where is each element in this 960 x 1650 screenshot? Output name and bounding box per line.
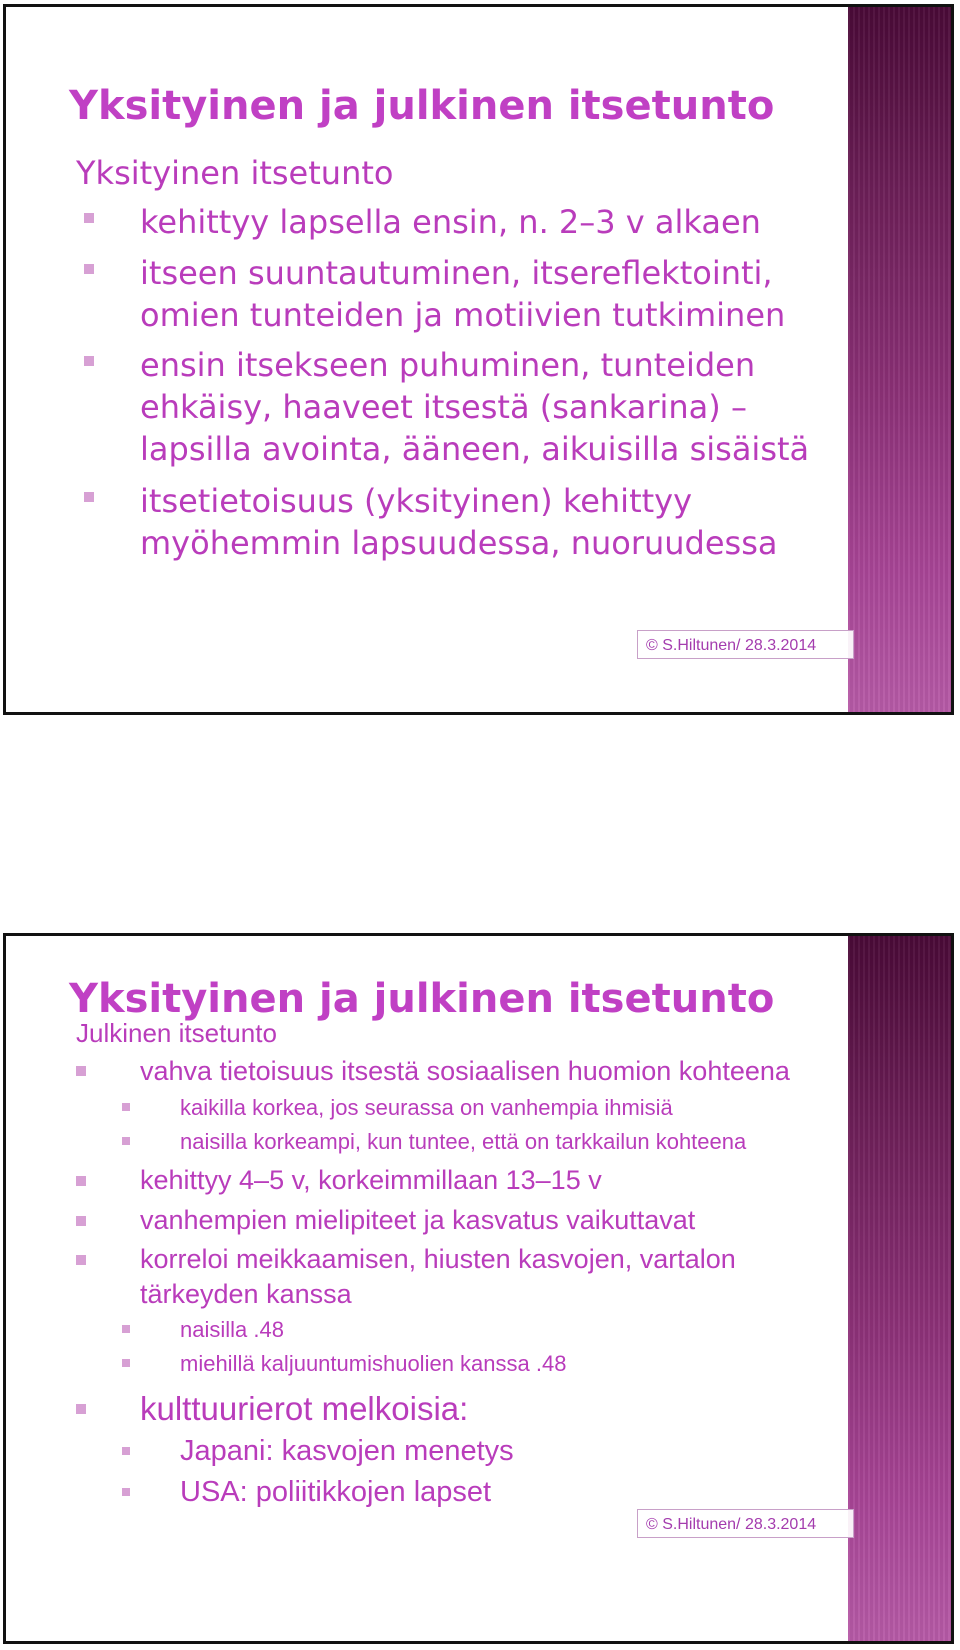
slide-subtitle: Yksityinen itsetunto (76, 154, 394, 192)
bullet-text: ehkäisy, haaveet itsestä (sankarina) – (140, 388, 747, 426)
bullet-text: korreloi meikkaamisen, hiusten kasvojen, vartalon (140, 1244, 736, 1274)
bullet-square-icon (76, 1404, 86, 1414)
decorative-side-band (848, 936, 951, 1641)
sub-bullet-text: Japani: kasvojen menetys (180, 1435, 514, 1467)
bullet-text: kehittyy 4–5 v, korkeimmillaan 13–15 v (140, 1165, 602, 1195)
slide-footer: © S.Hiltunen/ 28.3.2014 (637, 1509, 854, 1538)
sub-bullet-square-icon (122, 1137, 130, 1145)
bullet-square-icon (76, 1216, 86, 1226)
sub-bullet-text: miehillä kaljuuntumishuolien kanssa .48 (180, 1351, 567, 1376)
slide-title: Yksityinen ja julkinen itsetunto (69, 976, 775, 1022)
slide-subtitle: Julkinen itsetunto (76, 1018, 277, 1048)
bullet-text: itsetietoisuus (yksityinen) kehittyy (140, 482, 693, 520)
sub-bullet-square-icon (122, 1359, 130, 1367)
sub-bullet-text: naisilla .48 (180, 1317, 284, 1342)
bullet-square-icon (84, 264, 94, 274)
slide-title: Yksityinen ja julkinen itsetunto (69, 83, 775, 129)
slide-footer: © S.Hiltunen/ 28.3.2014 (637, 630, 854, 659)
sub-bullet-text: USA: poliitikkojen lapset (180, 1476, 492, 1508)
bullet-text: myöhemmin lapsuudessa, nuoruudessa (140, 524, 778, 562)
bullet-text: tärkeyden kanssa (140, 1279, 352, 1309)
bullet-square-icon (76, 1255, 86, 1265)
bullet-square-icon (76, 1176, 86, 1186)
bullet-text: vanhempien mielipiteet ja kasvatus vaikuttavat (140, 1205, 696, 1235)
bullet-text: omien tunteiden ja motiivien tutkiminen (140, 296, 786, 334)
bullet-text: ensin itsekseen puhuminen, tunteiden (140, 346, 756, 384)
bullet-square-icon (84, 492, 94, 502)
bullet-text: vahva tietoisuus itsestä sosiaalisen huomion kohteena (140, 1056, 790, 1086)
bullet-text: lapsilla avointa, ääneen, aikuisilla sisäistä (140, 430, 810, 468)
slide-2 (3, 933, 954, 1644)
bullet-text: kulttuurierot melkoisia: (140, 1390, 469, 1427)
sub-bullet-text: kaikilla korkea, jos seurassa on vanhempia ihmisiä (180, 1095, 673, 1120)
sub-bullet-square-icon (122, 1447, 130, 1455)
sub-bullet-square-icon (122, 1488, 130, 1496)
bullet-square-icon (84, 213, 94, 223)
bullet-text: itseen suuntautuminen, itsereflektointi, (140, 254, 773, 292)
sub-bullet-text: naisilla korkeampi, kun tuntee, että on tarkkailun kohteena (180, 1129, 747, 1154)
bullet-square-icon (76, 1066, 86, 1076)
slide-1 (3, 4, 954, 715)
bullet-text: kehittyy lapsella ensin, n. 2–3 v alkaen (140, 203, 761, 241)
sub-bullet-square-icon (122, 1103, 130, 1111)
sub-bullet-square-icon (122, 1325, 130, 1333)
bullet-square-icon (84, 356, 94, 366)
decorative-side-band (848, 7, 951, 712)
